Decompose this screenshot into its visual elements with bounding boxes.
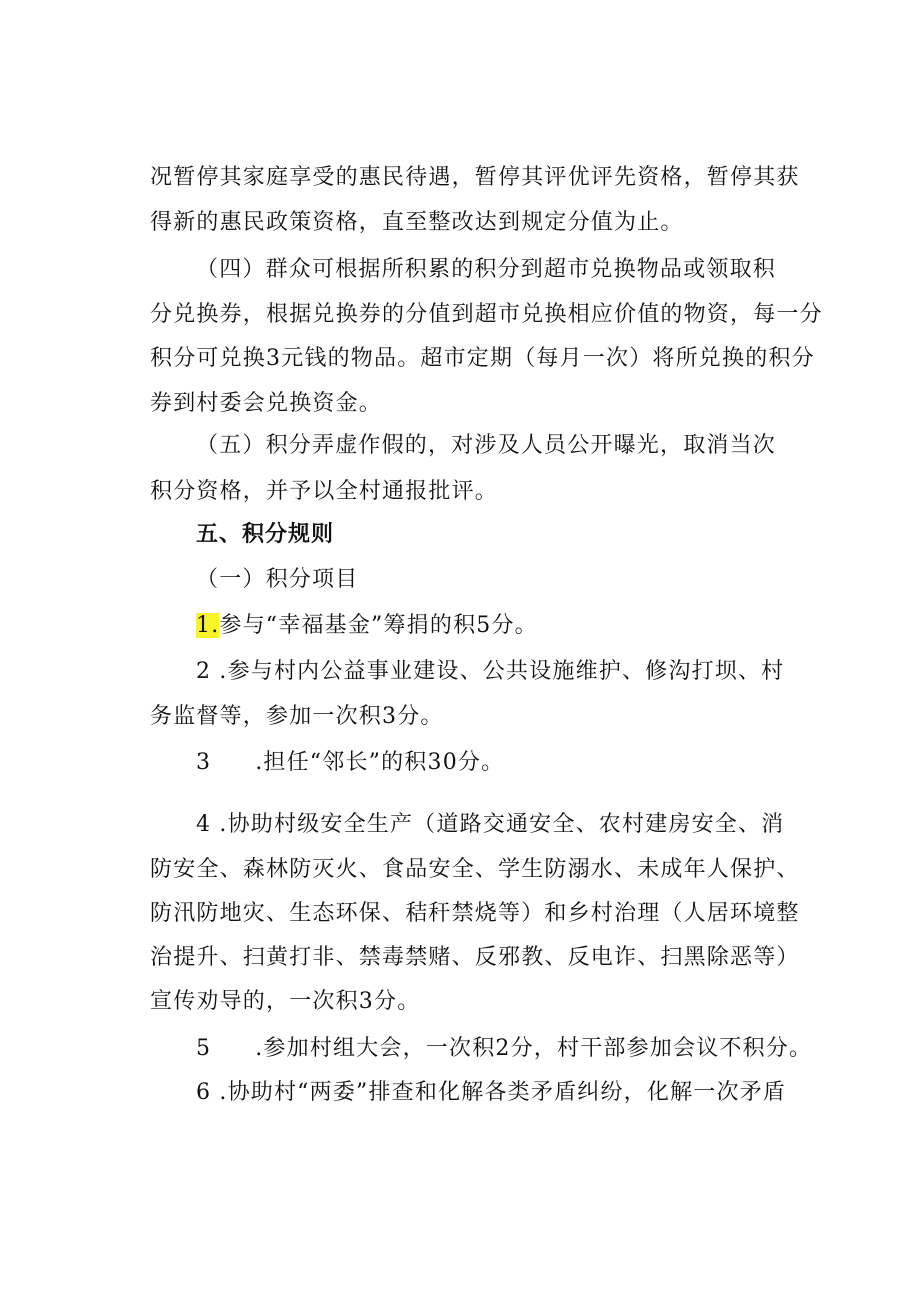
- list-item: [196, 611, 538, 641]
- list-item-text: 参与“幸福基金”筹捐的积5分。: [219, 613, 538, 638]
- highlighted-number: 1.: [196, 613, 220, 638]
- paragraph-line: 得新的惠民政策资格，直至整改达到规定分值为止。: [150, 210, 684, 235]
- paragraph-line: 况暂停其家庭享受的惠民待遇，暂停其评优评先资格，暂停其获: [150, 165, 800, 190]
- section-heading: 五、积分规则: [196, 522, 335, 547]
- list-item-number: 5: [196, 1036, 212, 1061]
- list-item: 6 .协助村“两委”排查和化解各类矛盾纠纷，化解一次矛盾: [196, 1080, 787, 1105]
- paragraph-line: （五）积分弄虚作假的，对涉及人员公开曝光，取消当次: [196, 433, 777, 458]
- list-item: 2 .参与村内公益事业建设、公共设施维护、修沟打坝、村: [196, 659, 785, 684]
- list-item: [196, 748, 504, 778]
- list-item-text: .担任“邻长”的积30分。: [255, 750, 505, 775]
- list-item-continuation: 务监督等，参加一次积3分。: [150, 704, 444, 729]
- subsection-heading: （一）积分项目: [196, 567, 359, 592]
- paragraph-line: 券到村委会兑换资金。: [150, 391, 383, 416]
- paragraph-line: 分兑换券，根据兑换券的分值到超市兑换相应价值的物资，每一分: [150, 302, 823, 327]
- list-item: [196, 1034, 812, 1064]
- list-item-continuation: 防汛防地灾、生态环保、秸秆禁烧等）和乡村治理（人居环境整: [150, 901, 800, 926]
- list-item-text: .参加村组大会，一次积2分，村干部参加会议不积分。: [255, 1036, 813, 1061]
- list-item-continuation: 治提升、扫黄打非、禁毒禁赌、反邪教、反电诈、扫黑除恶等）: [150, 945, 800, 970]
- list-item-continuation: 宣传劝导的，一次积3分。: [150, 989, 421, 1014]
- list-item: 4 .协助村级安全生产（道路交通安全、农村建房安全、消: [196, 812, 785, 837]
- paragraph-line: 积分资格，并予以全村通报批评。: [150, 479, 499, 504]
- list-item-number: 3: [196, 750, 212, 775]
- list-item-continuation: 防安全、森林防灭火、食品安全、学生防溺水、未成年人保护、: [150, 857, 800, 882]
- paragraph-line: （四）群众可根据所积累的积分到超市兑换物品或领取积: [196, 257, 777, 282]
- paragraph-line: 积分可兑换3元钱的物品。超市定期（每月一次）将所兑换的积分: [150, 346, 815, 371]
